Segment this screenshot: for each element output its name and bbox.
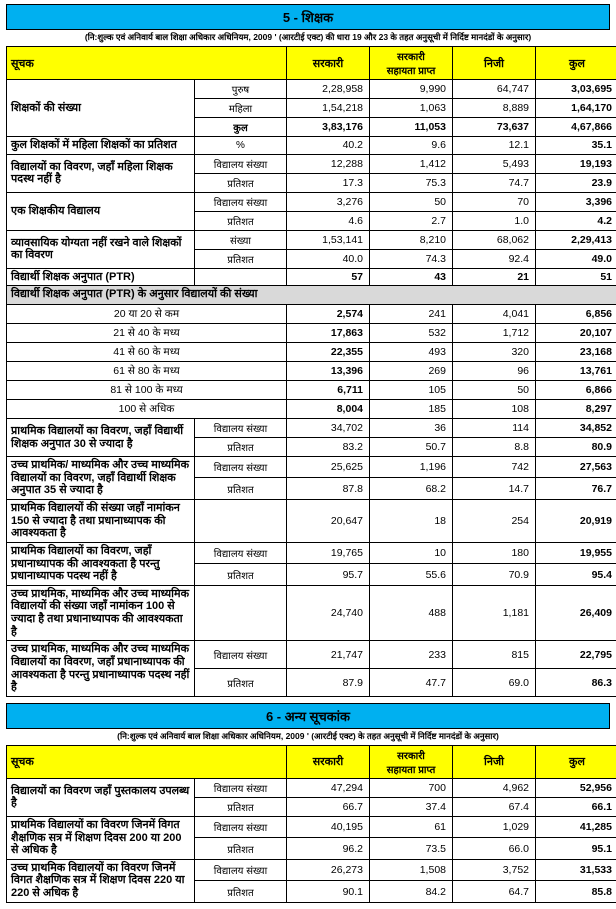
data-cell: 2.7 <box>370 211 453 230</box>
data-cell: 488 <box>370 585 453 641</box>
col-header-total: कुल <box>536 745 616 778</box>
data-cell: 1,029 <box>453 816 536 837</box>
data-cell: 26,273 <box>287 859 370 880</box>
data-cell: 80.9 <box>536 438 616 457</box>
table-row <box>7 137 616 155</box>
data-cell: 52,956 <box>536 778 616 797</box>
data-cell: 74.3 <box>370 249 453 268</box>
data-cell: 41,285 <box>536 816 616 837</box>
row-label: उच्च प्राथमिक विद्यालयों का विवरण जिनमें विगत शैक्षणिक सत्र में शिक्षण दिवस 220 या 220 से अधिक है <box>7 859 195 902</box>
table-row <box>7 542 616 563</box>
section-subtitle-teachers: (नि:शुल्क एवं अनिवार्य बाल शिक्षा अधिकार अधिनियम, 2009 ' (आरटीई एक्ट) की धारा 19 और 23 के तहत अनुसूची में निर्दिष्ट मानदंडों के अनुसार) <box>6 30 610 46</box>
data-cell: 254 <box>453 499 536 542</box>
data-cell: 1,412 <box>370 154 453 173</box>
data-cell: 27,563 <box>536 457 616 478</box>
data-cell: 70 <box>453 192 536 211</box>
row-label: 81 से 100 के मध्य <box>7 381 287 400</box>
data-cell: 69.0 <box>453 669 536 697</box>
data-cell: 1,063 <box>370 99 453 118</box>
data-cell: 66.0 <box>453 838 536 859</box>
row-subcategory: प्रतिशत <box>195 438 287 457</box>
data-cell: 1.0 <box>453 211 536 230</box>
table-row <box>7 362 616 381</box>
data-cell: 57 <box>287 268 370 286</box>
data-cell: 10 <box>370 542 453 563</box>
table-row <box>7 499 616 542</box>
data-cell: 84.2 <box>370 881 453 902</box>
data-cell: 3,03,695 <box>536 80 616 99</box>
data-cell: 3,83,176 <box>287 118 370 137</box>
data-cell: 74.7 <box>453 173 536 192</box>
table-band-row <box>7 286 616 305</box>
data-cell: 1,508 <box>370 859 453 880</box>
data-cell: 9.6 <box>370 137 453 155</box>
data-cell: 73,637 <box>453 118 536 137</box>
data-cell: 1,181 <box>453 585 536 641</box>
data-cell: 26,409 <box>536 585 616 641</box>
row-subcategory: पुरुष <box>195 80 287 99</box>
data-cell: 90.1 <box>287 881 370 902</box>
data-cell: 23.9 <box>536 173 616 192</box>
data-cell: 3,396 <box>536 192 616 211</box>
table-header-row <box>7 47 616 80</box>
data-cell: 269 <box>370 362 453 381</box>
data-cell: 320 <box>453 343 536 362</box>
table-row <box>7 381 616 400</box>
data-cell: 700 <box>370 778 453 797</box>
data-cell: 1,196 <box>370 457 453 478</box>
data-cell: 4.6 <box>287 211 370 230</box>
data-cell: 3,276 <box>287 192 370 211</box>
data-cell: 50.7 <box>370 438 453 457</box>
data-cell: 68,062 <box>453 230 536 249</box>
table-row <box>7 324 616 343</box>
row-subcategory: विद्यालय संख्या <box>195 154 287 173</box>
table-row <box>7 400 616 419</box>
table-row <box>7 457 616 478</box>
data-cell: 73.5 <box>370 838 453 859</box>
data-cell: 40.0 <box>287 249 370 268</box>
data-cell: 6,866 <box>536 381 616 400</box>
row-subcategory: प्रतिशत <box>195 173 287 192</box>
row-label: उच्च प्राथमिक/ माध्यमिक और उच्च माध्यमिक विद्यालयों का विवरण, जहाँ विद्यार्थी शिक्षक अनुपात 35 से ज्यादा है <box>7 457 195 500</box>
data-cell: 13,396 <box>287 362 370 381</box>
table-row <box>7 192 616 211</box>
data-cell: 43 <box>370 268 453 286</box>
data-cell: 92.4 <box>453 249 536 268</box>
row-subcategory: प्रतिशत <box>195 669 287 697</box>
data-cell: 49.0 <box>536 249 616 268</box>
data-cell: 185 <box>370 400 453 419</box>
data-cell: 67.4 <box>453 797 536 816</box>
data-cell: 21,747 <box>287 641 370 669</box>
data-cell: 87.9 <box>287 669 370 697</box>
data-cell: 20,919 <box>536 499 616 542</box>
row-label: कुल शिक्षकों में महिला शिक्षकों का प्रतिशत <box>7 137 195 155</box>
data-cell: 12.1 <box>453 137 536 155</box>
row-label: 100 से अधिक <box>7 400 287 419</box>
table-row <box>7 585 616 641</box>
data-cell: 22,355 <box>287 343 370 362</box>
data-cell: 6,856 <box>536 305 616 324</box>
col-header-indicator: सूचक <box>7 745 287 778</box>
data-cell: 11,053 <box>370 118 453 137</box>
col-header-indicator: सूचक <box>7 47 287 80</box>
data-cell: 2,574 <box>287 305 370 324</box>
data-cell: 4,962 <box>453 778 536 797</box>
row-label: 20 या 20 से कम <box>7 305 287 324</box>
table-row <box>7 343 616 362</box>
data-cell: 83.2 <box>287 438 370 457</box>
row-subcategory <box>195 499 287 542</box>
data-cell: 21 <box>453 268 536 286</box>
data-cell: 8,004 <box>287 400 370 419</box>
data-cell: 36 <box>370 419 453 438</box>
row-label: प्राथमिक विद्यालयों की संख्या जहाँ नामांकन 150 से ज्यादा है तथा प्रधानाध्यापक की आवश्यकता है <box>7 499 195 542</box>
row-subcategory: विद्यालय संख्या <box>195 778 287 797</box>
row-subcategory: विद्यालय संख्या <box>195 192 287 211</box>
data-cell: 95.4 <box>536 564 616 585</box>
data-cell: 2,28,958 <box>287 80 370 99</box>
row-label: विद्यालयों का विवरण, जहाँ महिला शिक्षक पदस्थ नहीं है <box>7 154 195 192</box>
data-cell: 5,493 <box>453 154 536 173</box>
data-cell: 76.7 <box>536 478 616 499</box>
row-subcategory: प्रतिशत <box>195 838 287 859</box>
data-cell: 50 <box>453 381 536 400</box>
data-cell: 13,761 <box>536 362 616 381</box>
data-cell: 22,795 <box>536 641 616 669</box>
other-indicators-table <box>6 745 616 903</box>
table-row <box>7 816 616 837</box>
data-cell: 233 <box>370 641 453 669</box>
data-cell: 95.7 <box>287 564 370 585</box>
data-cell: 4,67,866 <box>536 118 616 137</box>
data-cell: 815 <box>453 641 536 669</box>
table-row <box>7 778 616 797</box>
data-cell: 532 <box>370 324 453 343</box>
data-cell: 51 <box>536 268 616 286</box>
data-cell: 25,625 <box>287 457 370 478</box>
data-cell: 40,195 <box>287 816 370 837</box>
table-row <box>7 230 616 249</box>
data-cell: 68.2 <box>370 478 453 499</box>
data-cell: 8,297 <box>536 400 616 419</box>
data-cell: 9,990 <box>370 80 453 99</box>
data-cell: 66.7 <box>287 797 370 816</box>
row-subcategory: कुल <box>195 118 287 137</box>
data-cell: 742 <box>453 457 536 478</box>
table-row <box>7 419 616 438</box>
data-cell: 24,740 <box>287 585 370 641</box>
row-subcategory <box>195 268 287 286</box>
col-header-aided: सरकारी सहायता प्राप्त <box>370 47 453 80</box>
section-title-teachers: 5 - शिक्षक <box>6 4 610 30</box>
data-cell: 8,210 <box>370 230 453 249</box>
row-subcategory <box>195 585 287 641</box>
data-cell: 86.3 <box>536 669 616 697</box>
data-cell: 114 <box>453 419 536 438</box>
row-subcategory: प्रतिशत <box>195 478 287 499</box>
row-subcategory: प्रतिशत <box>195 249 287 268</box>
table-header-row <box>7 745 616 778</box>
data-cell: 70.9 <box>453 564 536 585</box>
data-cell: 20,107 <box>536 324 616 343</box>
row-label: उच्च प्राथमिक, माध्यमिक और उच्च माध्यमिक विद्यालयों की संख्या जहाँ नामांकन 100 से ज्यादा है तथा प्रधानाध्यापक की आवश्यकता है <box>7 585 195 641</box>
col-header-govt: सरकारी <box>287 745 370 778</box>
col-header-total: कुल <box>536 47 616 80</box>
data-cell: 17.3 <box>287 173 370 192</box>
table-row <box>7 268 616 286</box>
data-cell: 4,041 <box>453 305 536 324</box>
data-cell: 1,712 <box>453 324 536 343</box>
row-subcategory: % <box>195 137 287 155</box>
table-row <box>7 305 616 324</box>
data-cell: 37.4 <box>370 797 453 816</box>
row-label: प्राथमिक विद्यालयों का विवरण, जहाँ विद्यार्थी शिक्षक अनुपात 30 से ज्यादा है <box>7 419 195 457</box>
data-cell: 47,294 <box>287 778 370 797</box>
data-cell: 85.8 <box>536 881 616 902</box>
row-subcategory: विद्यालय संख्या <box>195 457 287 478</box>
section-title-other: 6 - अन्य सूचकांक <box>6 703 610 729</box>
row-label: प्राथमिक विद्यालयों का विवरण जिनमें विगत शैक्षणिक सत्र में शिक्षण दिवस 200 या 200 से अधिक है <box>7 816 195 859</box>
section-subtitle-other: (नि:शुल्क एवं अनिवार्य बाल शिक्षा अधिकार अधिनियम, 2009 ' (आरटीई एक्ट) के तहत अनुसूची में निर्दिष्ट मानदंडों के अनुसार) <box>6 729 610 745</box>
row-subcategory: प्रतिशत <box>195 211 287 230</box>
data-cell: 241 <box>370 305 453 324</box>
data-cell: 66.1 <box>536 797 616 816</box>
data-cell: 96 <box>453 362 536 381</box>
row-label: 41 से 60 के मध्य <box>7 343 287 362</box>
data-cell: 34,852 <box>536 419 616 438</box>
data-cell: 50 <box>370 192 453 211</box>
data-cell: 96.2 <box>287 838 370 859</box>
col-header-govt: सरकारी <box>287 47 370 80</box>
row-label: विद्यार्थी शिक्षक अनुपात (PTR) <box>7 268 195 286</box>
data-cell: 34,702 <box>287 419 370 438</box>
row-subcategory: विद्यालय संख्या <box>195 816 287 837</box>
data-cell: 1,64,170 <box>536 99 616 118</box>
data-cell: 493 <box>370 343 453 362</box>
data-cell: 4.2 <box>536 211 616 230</box>
row-subcategory: विद्यालय संख्या <box>195 542 287 563</box>
data-cell: 64,747 <box>453 80 536 99</box>
data-cell: 3,752 <box>453 859 536 880</box>
data-cell: 61 <box>370 816 453 837</box>
col-header-private: निजी <box>453 47 536 80</box>
row-subcategory: संख्या <box>195 230 287 249</box>
data-cell: 95.1 <box>536 838 616 859</box>
data-cell: 47.7 <box>370 669 453 697</box>
row-subcategory: विद्यालय संख्या <box>195 641 287 669</box>
data-cell: 20,647 <box>287 499 370 542</box>
data-cell: 87.8 <box>287 478 370 499</box>
row-subcategory: प्रतिशत <box>195 797 287 816</box>
row-label: 61 से 80 के मध्य <box>7 362 287 381</box>
data-cell: 180 <box>453 542 536 563</box>
data-cell: 108 <box>453 400 536 419</box>
col-header-aided: सरकारी सहायता प्राप्त <box>370 745 453 778</box>
data-cell: 19,765 <box>287 542 370 563</box>
data-cell: 18 <box>370 499 453 542</box>
data-cell: 55.6 <box>370 564 453 585</box>
data-cell: 8.8 <box>453 438 536 457</box>
row-subcategory: प्रतिशत <box>195 881 287 902</box>
data-cell: 17,863 <box>287 324 370 343</box>
row-label: उच्च प्राथमिक, माध्यमिक और उच्च माध्यमिक विद्यालयों का विवरण, जहाँ प्रधानाध्यापक की आवश्यकता है परन्तु प्रधानाध्यापक पदस्थ नहीं है <box>7 641 195 697</box>
row-label: विद्यालयों का विवरण जहाँ पुस्तकालय उपलब्ध है <box>7 778 195 816</box>
row-label: प्राथमिक विद्यालयों का विवरण, जहाँ प्रधानाध्यापक की आवश्यकता है परन्तु प्रधानाध्यापक पदस्थ नहीं है <box>7 542 195 585</box>
data-cell: 23,168 <box>536 343 616 362</box>
data-cell: 14.7 <box>453 478 536 499</box>
data-cell: 35.1 <box>536 137 616 155</box>
data-cell: 8,889 <box>453 99 536 118</box>
data-cell: 2,29,413 <box>536 230 616 249</box>
data-cell: 64.7 <box>453 881 536 902</box>
row-subcategory: प्रतिशत <box>195 564 287 585</box>
data-cell: 6,711 <box>287 381 370 400</box>
row-label: शिक्षकों की संख्या <box>7 80 195 137</box>
col-header-private: निजी <box>453 745 536 778</box>
data-cell: 31,533 <box>536 859 616 880</box>
table-row <box>7 859 616 880</box>
row-subcategory: महिला <box>195 99 287 118</box>
data-cell: 19,955 <box>536 542 616 563</box>
row-label: 21 से 40 के मध्य <box>7 324 287 343</box>
row-subcategory: विद्यालय संख्या <box>195 419 287 438</box>
data-cell: 19,193 <box>536 154 616 173</box>
row-subcategory: विद्यालय संख्या <box>195 859 287 880</box>
table-row <box>7 80 616 99</box>
data-cell: 105 <box>370 381 453 400</box>
row-label: व्यावसायिक योग्यता नहीं रखने वाले शिक्षकों का विवरण <box>7 230 195 268</box>
data-cell: 1,54,218 <box>287 99 370 118</box>
data-cell: 75.3 <box>370 173 453 192</box>
ptr-band-label: विद्यार्थी शिक्षक अनुपात (PTR) के अनुसार विद्यालयों की संख्या <box>7 286 616 305</box>
data-cell: 1,53,141 <box>287 230 370 249</box>
table-row <box>7 154 616 173</box>
teachers-table <box>6 46 616 697</box>
data-cell: 40.2 <box>287 137 370 155</box>
table-row <box>7 641 616 669</box>
data-cell: 12,288 <box>287 154 370 173</box>
row-label: एक शिक्षकीय विद्यालय <box>7 192 195 230</box>
